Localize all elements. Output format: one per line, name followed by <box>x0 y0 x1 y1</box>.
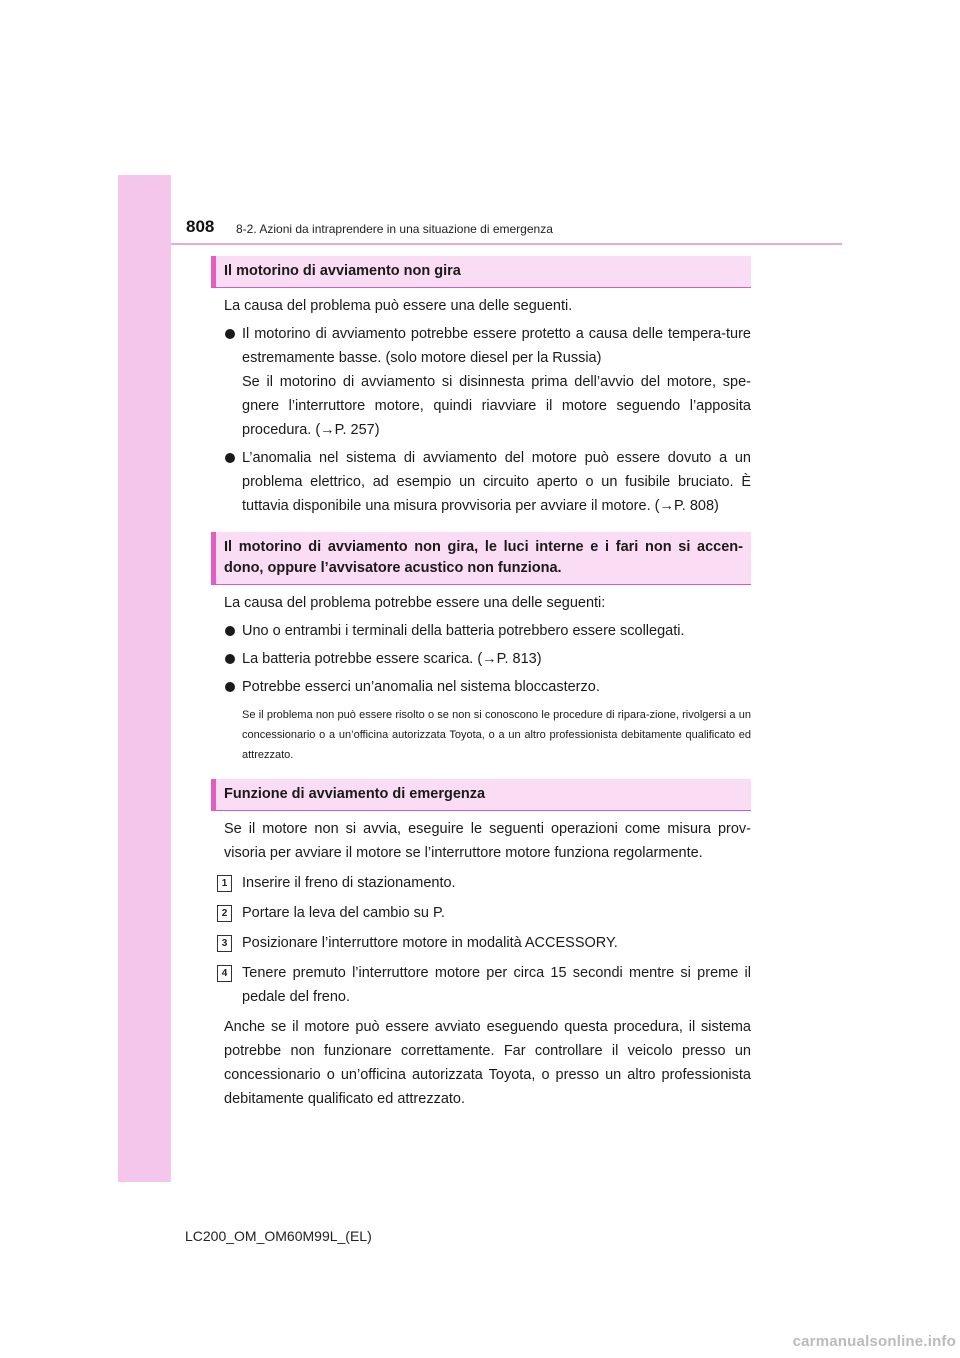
header-rule <box>171 243 842 245</box>
bullet-icon <box>225 682 235 692</box>
step-item <box>211 931 751 955</box>
list-item <box>211 322 751 442</box>
bullet-text: Il motorino di avviamento potrebbe essere protetto a causa delle tempera-ture estremamente basse. (solo motore diesel per la Russia) <box>242 326 751 366</box>
bullet-text: La batteria potrebbe essere scarica. (→P. 813) <box>242 651 542 667</box>
bullet-text: Potrebbe esserci un’anomalia nel sistema bloccasterzo. <box>242 679 600 695</box>
step-number-badge: 1 <box>217 875 232 892</box>
step-text: Posizionare l’interruttore motore in modalità ACCESSORY. <box>242 935 618 951</box>
step-number-badge: 3 <box>217 935 232 952</box>
watermark: carmanualsonline.info <box>792 1333 956 1350</box>
bullet-text: Uno o entrambi i terminali della batteria potrebbero essere scollegati. <box>242 623 685 639</box>
list-item <box>211 446 751 518</box>
document-code: LC200_OM_OM60M99L_(EL) <box>185 1228 372 1244</box>
step-number-badge: 4 <box>217 965 232 982</box>
bullet-icon <box>225 329 235 339</box>
list-item <box>211 675 751 699</box>
section2-intro: La causa del problema potrebbe essere una delle seguenti: <box>224 595 606 611</box>
list-item <box>211 647 751 671</box>
page-content <box>211 256 751 1111</box>
section2-note: Se il problema non può essere risolto o se non si conoscono le procedure di ripara-zione, rivolgersi a un concessionario o a un’officina autorizzata Toyota, o a un altro professionista debitamente qualificato ed attrezzato. <box>242 709 751 761</box>
section-title-starter-not-turning: Il motorino di avviamento non gira <box>211 256 751 288</box>
step-number-badge: 2 <box>217 905 232 922</box>
section-path: 8-2. Azioni da intraprendere in una situazione di emergenza <box>236 222 553 236</box>
list-item <box>211 619 751 643</box>
bullet-text: Se il motorino di avviamento si disinnesta prima dell’avvio del motore, spe-gnere l’interruttore motore, quindi riavviare il motore seguendo l’apposita procedura. (→P. 257) <box>242 374 751 438</box>
section-title-emergency-start: Funzione di avviamento di emergenza <box>211 779 751 811</box>
step-text: Inserire il freno di stazionamento. <box>242 875 456 891</box>
step-item <box>211 961 751 1009</box>
section3-intro: Se il motore non si avvia, eseguire le seguenti operazioni come misura prov-visoria per avviare il motore se l’interruttore motore funziona regolarmente. <box>224 821 751 861</box>
section3-outro: Anche se il motore può essere avviato eseguendo questa procedura, il sistema potrebbe non funzionare correttamente. Far controllare il veicolo presso un concessionario o un’officina autorizzata Toyota, o presso un altro professionista debitamente qualificato ed attrezzato. <box>224 1019 751 1107</box>
section1-intro: La causa del problema può essere una delle seguenti. <box>224 298 573 314</box>
step-item <box>211 901 751 925</box>
section-title-starter-lights-horn: Il motorino di avviamento non gira, le luci interne e i fari non si accen-dono, oppure l’avvisatore acustico non funziona. <box>211 532 751 585</box>
page-number: 808 <box>186 217 215 236</box>
chapter-side-band <box>118 175 171 1182</box>
step-item <box>211 871 751 895</box>
bullet-icon <box>225 453 235 463</box>
bullet-text: L’anomalia nel sistema di avviamento del motore può essere dovuto a un problema elettrico, ad esempio un circuito aperto o un fusibile bruciato. È tuttavia disponibile una misura provvisoria per avviare il motore. (→P. 808) <box>242 450 751 514</box>
step-text: Tenere premuto l’interruttore motore per circa 15 secondi mentre si preme il pedale del freno. <box>242 965 751 1005</box>
bullet-icon <box>225 626 235 636</box>
bullet-icon <box>225 654 235 664</box>
step-text: Portare la leva del cambio su P. <box>242 905 445 921</box>
